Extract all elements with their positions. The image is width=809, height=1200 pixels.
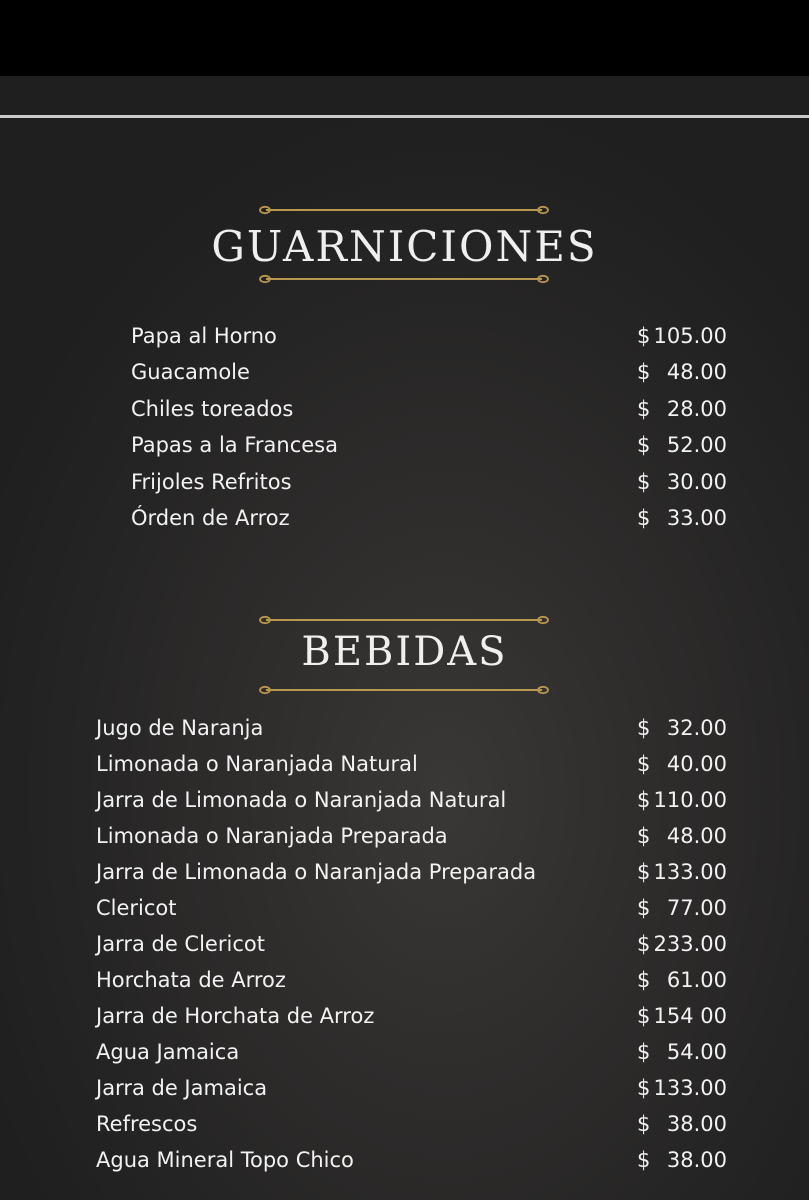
section-title-guarniciones: GUARNICIONES bbox=[211, 222, 598, 271]
price-currency: $ bbox=[637, 716, 651, 740]
ornament-divider-top bbox=[258, 614, 550, 626]
price-currency: $ bbox=[637, 506, 651, 530]
price-currency: $ bbox=[637, 896, 651, 920]
price-currency: $ bbox=[637, 860, 651, 884]
price-currency: $ bbox=[637, 968, 651, 992]
price-amount: 32.00 bbox=[666, 716, 727, 740]
price-currency: $ bbox=[637, 1004, 651, 1028]
price-amount: 105.00 bbox=[653, 324, 727, 348]
ornament-divider-top bbox=[258, 204, 550, 216]
section-title-bebidas: BEBIDAS bbox=[301, 629, 508, 675]
price-currency: $ bbox=[637, 1076, 651, 1100]
menu-item-name: Horchata de Arroz bbox=[96, 968, 286, 992]
price-amount: 110.00 bbox=[653, 788, 727, 812]
menu-panel bbox=[0, 76, 809, 1200]
menu-item-name: Papa al Horno bbox=[131, 324, 277, 348]
menu-item-name: Clericot bbox=[96, 896, 177, 920]
price-currency: $ bbox=[637, 788, 651, 812]
price-amount: 40.00 bbox=[666, 752, 727, 776]
price-currency: $ bbox=[637, 1148, 651, 1172]
menu-item-name: Frijoles Refritos bbox=[131, 469, 292, 494]
price-amount: 38.00 bbox=[666, 1148, 727, 1172]
price-amount: 77.00 bbox=[666, 896, 727, 920]
price-amount: 52.00 bbox=[666, 433, 727, 458]
price-amount: 48.00 bbox=[666, 360, 727, 385]
price-amount: 48.00 bbox=[666, 824, 727, 848]
price-amount: 30.00 bbox=[666, 469, 727, 494]
menu-item-name: Refrescos bbox=[96, 1112, 198, 1136]
menu-item-name: Limonada o Naranjada Natural bbox=[96, 752, 418, 776]
ornament-divider-bottom bbox=[258, 684, 550, 696]
menu-item-name: Papas a la Francesa bbox=[131, 433, 338, 458]
price-currency: $ bbox=[637, 433, 651, 458]
menu-item-name: Agua Jamaica bbox=[96, 1040, 240, 1064]
menu-item-name: Jarra de Horchata de Arroz bbox=[96, 1004, 375, 1028]
price-currency: $ bbox=[637, 1040, 651, 1064]
price-amount: 38.00 bbox=[666, 1112, 727, 1136]
menu-item-name: Jarra de Limonada o Naranjada Natural bbox=[96, 788, 507, 812]
menu-item-name: Órden de Arroz bbox=[131, 506, 290, 530]
price-amount: 233.00 bbox=[653, 932, 727, 956]
ornament-divider-bottom bbox=[258, 273, 550, 285]
price-amount: 133.00 bbox=[653, 860, 727, 884]
price-amount: 61.00 bbox=[666, 968, 727, 992]
menu-item-name: Jugo de Naranja bbox=[96, 716, 264, 740]
price-currency: $ bbox=[637, 1112, 651, 1136]
menu-item-name: Jarra de Clericot bbox=[96, 932, 265, 956]
price-amount: 28.00 bbox=[666, 396, 727, 421]
top-divider-line bbox=[0, 115, 809, 118]
top-black-bar bbox=[0, 0, 809, 76]
price-amount: 33.00 bbox=[666, 506, 727, 530]
menu-item-name: Jarra de Limonada o Naranjada Preparada bbox=[96, 860, 537, 884]
price-currency: $ bbox=[637, 360, 651, 385]
price-currency: $ bbox=[637, 324, 651, 348]
price-currency: $ bbox=[637, 824, 651, 848]
menu-item-name: Jarra de Jamaica bbox=[96, 1076, 268, 1100]
menu-item-name: Limonada o Naranjada Preparada bbox=[96, 824, 448, 848]
price-amount: 154 00 bbox=[653, 1004, 727, 1028]
menu-item-name: Chiles toreados bbox=[131, 396, 294, 421]
price-currency: $ bbox=[637, 752, 651, 776]
price-currency: $ bbox=[637, 396, 651, 421]
price-amount: 54.00 bbox=[666, 1040, 727, 1064]
menu-item-name: Guacamole bbox=[131, 360, 250, 385]
price-currency: $ bbox=[637, 469, 651, 494]
menu-item-name: Agua Mineral Topo Chico bbox=[96, 1148, 354, 1172]
price-currency: $ bbox=[637, 932, 651, 956]
price-amount: 133.00 bbox=[653, 1076, 727, 1100]
